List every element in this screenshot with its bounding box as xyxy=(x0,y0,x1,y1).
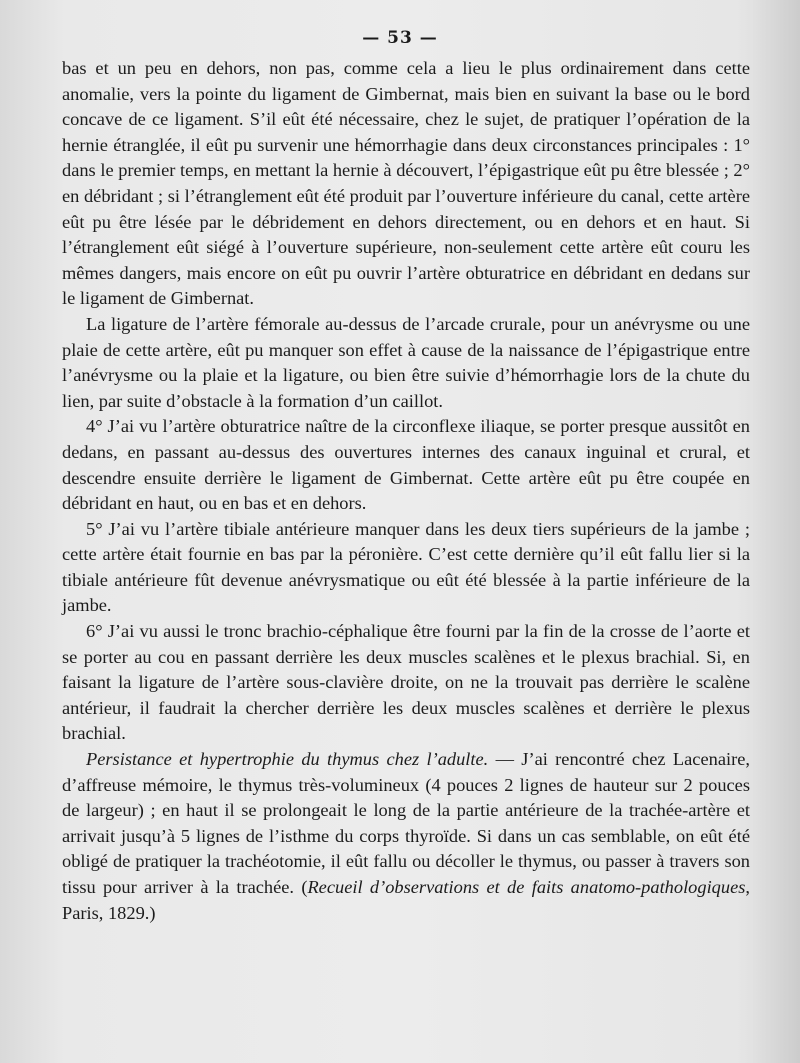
page-edge-shade xyxy=(750,0,800,1063)
section-heading-thymus: Persistance et hypertrophie du thymus chez l’adulte. xyxy=(86,749,489,770)
body-text xyxy=(62,56,750,926)
paragraph-tibiale: 5° J’ai vu l’artère tibiale antérieure manquer dans les deux tiers supérieurs de la jambe ; cette artère était fournie en bas par la péronière. C’est cette dernière qu’il eût fallu lier si la tibiale antérieure fût devenue anévrysmatique ou eût été blessée à la partie inférieure de la jambe. xyxy=(62,518,750,616)
paragraph-continuation: bas et un peu en dehors, non pas, comme cela a lieu le plus ordinairement dans cette anomalie, vers la pointe du ligament de Gimbernat, mais bien en suivant la base ou le bord concave de ce ligament. S’il eût été nécessaire, chez le sujet, de pratiquer l’opération de la hernie étranglée, il eût pu survenir une hémorrhagie dans deux circonstances principales : 1° dans le premier temps, en mettant la hernie à découvert, l’épigastrique eût pu être blessée ; 2° en débridant ; si l’étranglement eût été produit par l’ouverture inférieure du canal, cette artère eût pu être lésée par le débridement en dehors directement, ou en dehors et en haut. Si l’étranglement eût siégé à l’ouverture supérieure, non-seulement cette artère eût couru les mêmes dangers, mais encore on eût pu ouvrir l’artère obturatrice en débridant en dedans sur le ligament de Gimbernat. xyxy=(62,58,750,309)
paragraph-ligature-femorale: La ligature de l’artère fémorale au-dessus de l’arcade crurale, pour un anévrysme ou une plaie de cette artère, eût pu manquer son effet à cause de la naissance de l’épigastrique entre l’anévrysme ou la plaie et la ligature, ou bien être suivie d’hémorrhagie lors de la chute du lien, par suite d’obstacle à la formation d’un caillot. xyxy=(62,313,750,411)
thymus-body: — J’ai rencontré chez Lacenaire, d’affreuse mémoire, le thymus très-volumineux (4 pouces 2 lignes de hauteur sur 2 pouces de largeur) ; en haut il se prolongeait le long de la partie antérieure de la trachée-artère et arrivait jusqu’à 5 lignes de l’isthme du corps thyroïde. Si dans un cas semblable, on eût été obligé de pratiquer la trachéotomie, il eût fallu ou décoller le thymus, ou passer à travers son tissu pour arriver à la trachée. ( xyxy=(62,749,750,897)
paragraph-brachio-cephalique: 6° J’ai vu aussi le tronc brachio-céphalique être fourni par la fin de la crosse de l’aorte et se porter au cou en passant derrière les deux muscles scalènes et le plexus brachial. Si, en faisant la ligature de l’artère sous-clavière droite, on ne la trouvait pas derrière le scalène antérieur, il faudrait la chercher derrière les deux muscles scalènes et derrière le plexus brachial. xyxy=(62,621,750,744)
page-number: — 53 — xyxy=(362,28,438,48)
reference-title: Recueil d’observations et de faits anatomo-pathologiques xyxy=(307,877,746,897)
paragraph-obturatrice: 4° J’ai vu l’artère obturatrice naître de la circonflexe iliaque, se porter presque aussitôt en dedans, en passant au-dessus des ouvertures internes des canaux inguinal et crural, et descendre ensuite derrière le ligament de Gimbernat. Cette artère eût pu être coupée en débridant en haut, ou en bas et en dehors. xyxy=(62,416,750,514)
paragraph-thymus xyxy=(62,747,750,926)
reference-tail: , Paris, 1829.) xyxy=(62,877,750,923)
